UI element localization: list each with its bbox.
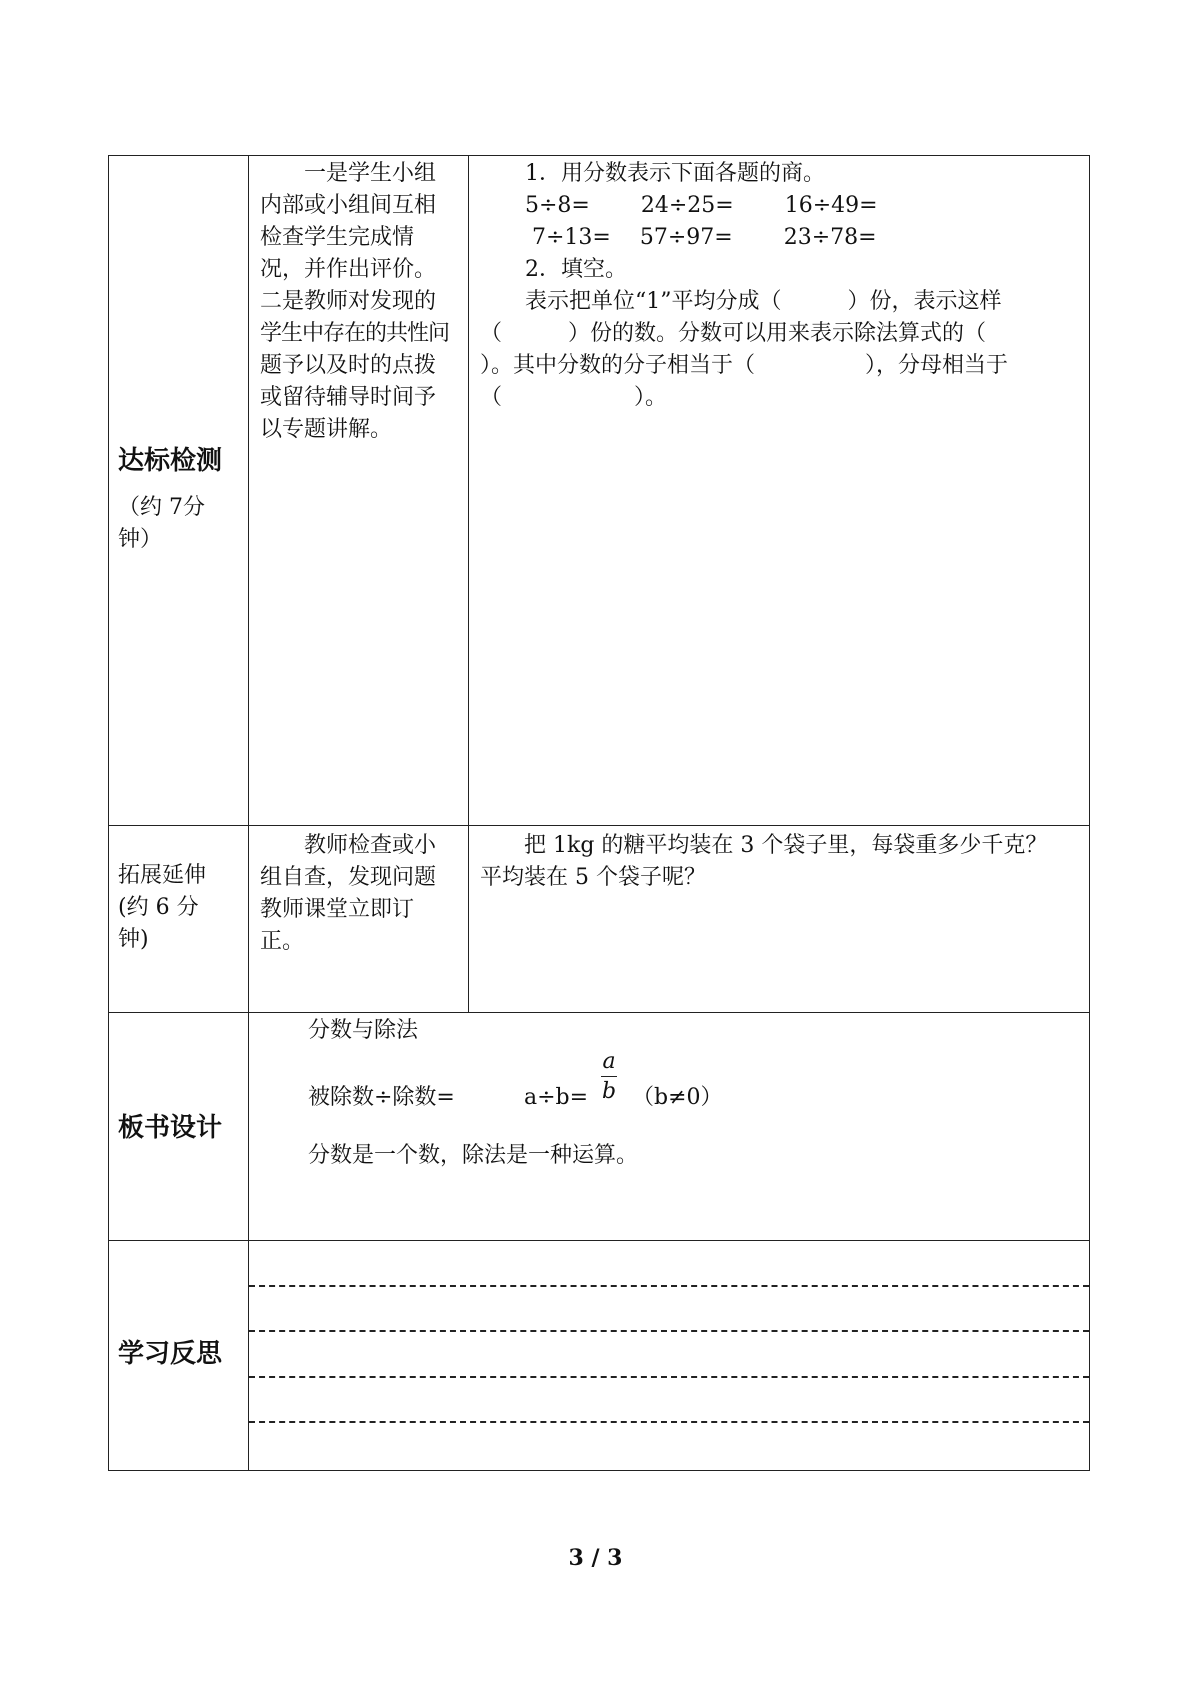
row-divider-1 bbox=[108, 825, 1090, 826]
content-line: （ ）份的数。分数可以用来表示除法算式的（ bbox=[480, 321, 987, 346]
reflection-line bbox=[249, 1285, 1089, 1287]
banshu-heading: 分数与除法 bbox=[308, 1018, 419, 1043]
fraction-numerator: a bbox=[602, 1049, 616, 1074]
banshu-summary: 分数是一个数，除法是一种运算。 bbox=[308, 1143, 639, 1168]
table-border-right bbox=[1089, 155, 1090, 1471]
content-line: （ ）。 bbox=[480, 385, 668, 410]
content-line: 1．用分数表示下面各题的商。 bbox=[503, 161, 825, 186]
method-line: 教师课堂立即订 bbox=[260, 897, 415, 922]
content-line: 平均装在 5 个袋子呢？ bbox=[480, 865, 706, 890]
fraction-bar bbox=[601, 1076, 617, 1077]
reflection-line bbox=[249, 1330, 1089, 1332]
col-divider-2 bbox=[468, 155, 469, 1012]
method-line: 教师检查或小 bbox=[260, 833, 437, 858]
content-line: 5÷8= 24÷25= 16÷49= bbox=[503, 193, 878, 218]
method-line: 一是学生小组 bbox=[260, 161, 437, 186]
content-line: 2．填空。 bbox=[503, 257, 627, 282]
method-line: 况，并作出评价。 bbox=[260, 257, 437, 282]
section-title-fansi: 学习反思 bbox=[118, 1339, 223, 1369]
section-time-dabiao-line2: 钟） bbox=[118, 527, 163, 552]
method-line: 内部或小组间互相 bbox=[260, 193, 437, 218]
section-title-dabiao: 达标检测 bbox=[118, 446, 223, 476]
method-line: 以专题讲解。 bbox=[260, 417, 393, 442]
fraction-denominator: b bbox=[601, 1079, 617, 1104]
method-line: 题予以及时的点拨 bbox=[260, 353, 437, 378]
method-line: 学生中存在的共性问 bbox=[260, 321, 450, 346]
banshu-formula-left: 被除数÷除数= bbox=[308, 1085, 455, 1110]
row-divider-3 bbox=[108, 1240, 1090, 1241]
reflection-line bbox=[249, 1376, 1089, 1378]
method-line: 检查学生完成情 bbox=[260, 225, 415, 250]
content-line: 表示把单位“1”平均分成（ ）份，表示这样 bbox=[503, 289, 1002, 314]
table-border-top bbox=[108, 155, 1090, 156]
content-line: 7÷13= 57÷97= 23÷78= bbox=[503, 225, 877, 250]
method-line: 组自查，发现问题 bbox=[260, 865, 437, 890]
section-time-dabiao-line1: （约 7分 bbox=[118, 495, 205, 520]
reflection-line bbox=[249, 1421, 1089, 1423]
page-number: 3 / 3 bbox=[568, 1545, 623, 1571]
banshu-formula-mid: a÷b= bbox=[524, 1085, 589, 1110]
section-title-tuozhan-line1: 拓展延伸 bbox=[118, 863, 207, 888]
method-line: 二是教师对发现的 bbox=[260, 289, 437, 314]
section-title-banshu: 板书设计 bbox=[118, 1113, 223, 1143]
table-border-left bbox=[108, 155, 109, 1471]
row-divider-2 bbox=[108, 1012, 1090, 1013]
section-title-tuozhan-line2: (约 6 分 bbox=[118, 895, 199, 920]
col-divider-1 bbox=[248, 155, 249, 1471]
section-title-tuozhan-line3: 钟) bbox=[118, 927, 149, 952]
content-line: ）。其中分数的分子相当于（ ），分母相当于 bbox=[480, 353, 1009, 378]
banshu-condition: （b≠0） bbox=[632, 1085, 723, 1110]
content-line: 把 1kg 的糖平均装在 3 个袋子里，每袋重多少千克？ bbox=[480, 833, 1048, 858]
method-line: 正。 bbox=[260, 929, 305, 954]
method-line: 或留待辅导时间予 bbox=[260, 385, 437, 410]
table-border-bottom bbox=[108, 1470, 1090, 1471]
